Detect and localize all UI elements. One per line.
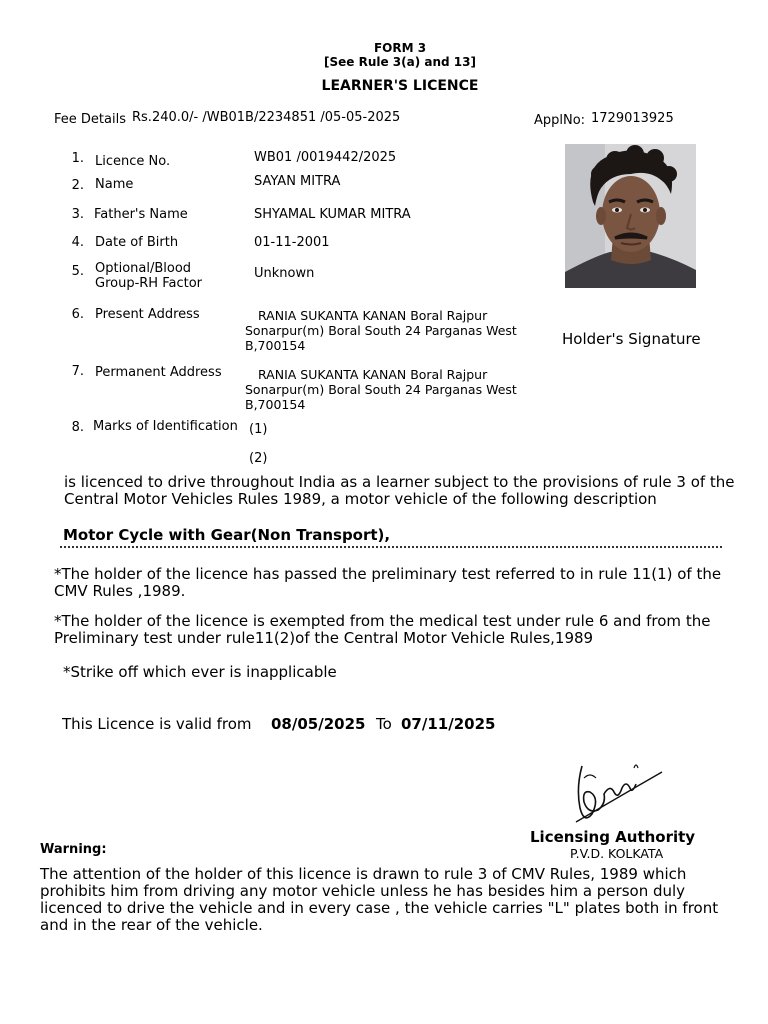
licence-statement: is licenced to drive throughout India as a learner subject to the provisions of rule 3 of the Central Motor Vehicles Rules 1989, a motor vehicle of the following description <box>64 473 735 508</box>
rule-reference: [See Rule 3(a) and 13] <box>324 55 476 69</box>
authority-signature <box>570 758 670 830</box>
dob-value: 01-11-2001 <box>254 235 330 250</box>
mark-1: (1) <box>249 422 268 437</box>
name-label: Name <box>95 177 134 192</box>
field-number: 8. <box>71 420 84 435</box>
field-number: 2. <box>71 178 84 193</box>
permanent-address-label: Permanent Address <box>95 365 222 380</box>
medical-exemption-note: *The holder of the licence is exempted from the medical test under rule 6 and from the Preliminary test under rule11(2)of the Central Motor Vehicle Rules,1989 <box>54 612 711 647</box>
licence-no-value: WB01 /0019442/2025 <box>254 150 397 165</box>
form-number: FORM 3 <box>373 41 427 55</box>
present-address-value: RANIA SUKANTA KANAN Boral Rajpur Sonarpur(m) Boral South 24 Parganas West B,700154 <box>245 308 517 353</box>
field-number: 3. <box>71 207 84 222</box>
marks-label: Marks of Identification <box>93 419 238 434</box>
fathers-name-value: SHYAMAL KUMAR MITRA <box>254 207 411 222</box>
licence-no-label: Licence No. <box>95 154 171 169</box>
valid-to-label: To <box>376 715 392 733</box>
dob-label: Date of Birth <box>95 235 179 250</box>
appl-no-value: 1729013925 <box>591 111 674 126</box>
field-number: 4. <box>71 235 84 250</box>
holders-signature-label: Holder's Signature <box>562 330 701 348</box>
portrait-image <box>565 144 696 288</box>
strike-off-note: *Strike off which ever is inapplicable <box>63 663 337 681</box>
appl-no-label: ApplNo: <box>534 113 586 128</box>
warning-text: The attention of the holder of this licence is drawn to rule 3 of CMV Rules, 1989 which prohibits him from driving any motor vehicle unless he has besides him a person duly licenced to drive the vehicle and in every case , the vehicle carries "L" plates both in front and in the rear of the vehicle. <box>40 865 719 934</box>
fathers-name-label: Father's Name <box>94 207 188 222</box>
licensing-authority-office: P.V.D. KOLKATA <box>570 846 664 861</box>
validity-label: This Licence is valid from <box>62 715 252 733</box>
present-address-label: Present Address <box>95 307 200 322</box>
name-value: SAYAN MITRA <box>254 174 341 189</box>
mark-2: (2) <box>249 451 268 466</box>
fee-details-label: Fee Details <box>54 112 126 127</box>
licensing-authority-title: Licensing Authority <box>530 828 696 846</box>
dotted-divider <box>60 546 722 548</box>
valid-to-date: 07/11/2025 <box>401 715 496 733</box>
vehicle-class: Motor Cycle with Gear(Non Transport), <box>63 526 391 544</box>
preliminary-test-note: *The holder of the licence has passed the preliminary test referred to in rule 11(1) of the CMV Rules ,1989. <box>54 565 722 600</box>
field-number: 6. <box>71 307 84 322</box>
permanent-address-value: RANIA SUKANTA KANAN Boral Rajpur Sonarpur(m) Boral South 24 Parganas West B,700154 <box>245 367 517 412</box>
field-number: 7. <box>71 364 84 379</box>
document-title: LEARNER'S LICENCE <box>321 78 479 94</box>
blood-group-value: Unknown <box>254 266 315 281</box>
valid-from-date: 08/05/2025 <box>271 715 366 733</box>
warning-label: Warning: <box>40 842 107 857</box>
holder-photo <box>565 144 696 288</box>
blood-group-label-line1: Optional/Blood <box>95 261 192 276</box>
field-number: 5. <box>71 264 84 279</box>
blood-group-label-line2: Group-RH Factor <box>95 276 203 291</box>
field-number: 1. <box>71 151 84 166</box>
fee-details-value: Rs.240.0/- /WB01B/2234851 /05-05-2025 <box>132 110 401 125</box>
